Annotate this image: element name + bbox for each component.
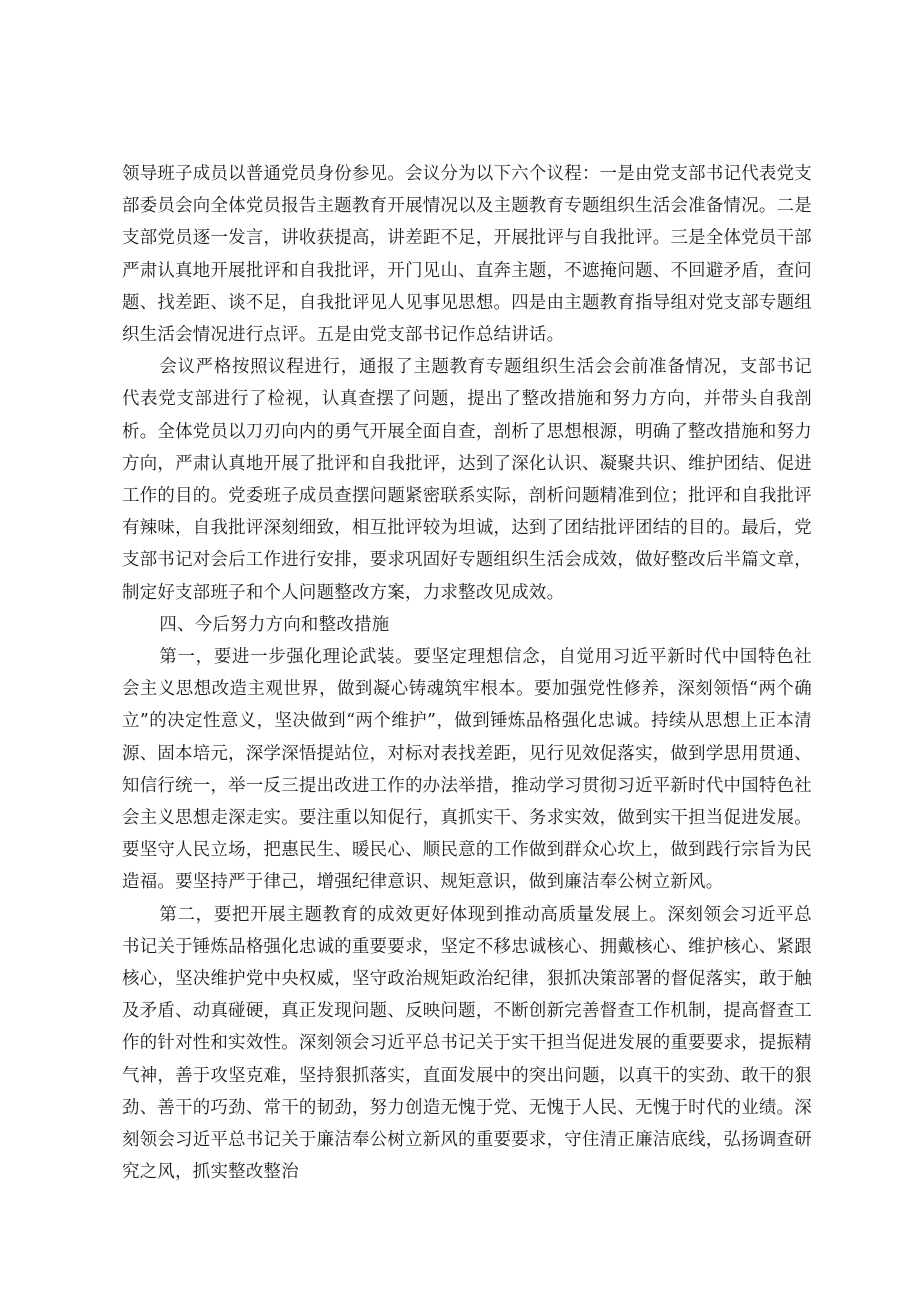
document-page — [122, 158, 812, 1189]
paragraph-meeting-agenda: 领导班子成员以普通党员身份参见。会议分为以下六个议程：一是由党支部书记代表党支部委员会向全体党员报告主题教育开展情况以及主题教育专题组织生活会准备情况。二是支部党员逐一发言，讲收获提高，讲差距不足，开展批评与自我批评。三是全体党员干部严肃认真地开展批评和自我批评，开门见山、直奔主题，不遮掩问题、不回避矛盾，查问题、找差距、谈不足，自我批评见人见事见思想。四是由主题教育指导组对党支部专题组织生活会情况进行点评。五是由党支部书记作总结讲话。 — [122, 164, 812, 346]
paragraph-measure-one: 第一，要进一步强化理论武装。要坚定理想信念，自觉用习近平新时代中国特色社会主义思想改造主观世界，做到凝心铸魂筑牢根本。要加强党性修养，深刻领悟“两个确立”的决定性意义，坚决做到“两个维护”，做到锤炼品格强化忠诚。持续从思想上正本清源、固本培元，深学深悟提站位，对标对表找差距，见行见效促落实，做到学思用贯通、知信行统一，举一反三提出改进工作的办法举措，推动学习贯彻习近平新时代中国特色社会主义思想走深走实。要注重以知促行，真抓实干、务求实效，做到实干担当促进发展。要坚守人民立场，把惠民生、暖民心、顺民意的工作做到群众心坎上，做到践行宗旨为民造福。要坚持严于律己，增强纪律意识、规矩意识，做到廉洁奉公树立新风。 — [122, 647, 812, 893]
section-heading: 四、今后努力方向和整改措施 — [159, 614, 390, 635]
paragraph-meeting-proceedings: 会议严格按照议程进行，通报了主题教育专题组织生活会会前准备情况，支部书记代表党支部进行了检视，认真查摆了问题，提出了整改措施和努力方向，并带头自我剖析。全体党员以刀刃向内的勇气开展全面自查，剖析了思想根源，明确了整改措施和努力方向，严肃认真地开展了批评和自我批评，达到了深化认识、凝聚共识、维护团结、促进工作的目的。党委班子成员查摆问题紧密联系实际，剖析问题精准到位；批评和自我批评有辣味，自我批评深刻细致，相互批评较为坦诚，达到了团结批评团结的目的。最后，党支部书记对会后工作进行安排，要求巩固好专题组织生活会成效，做好整改后半篇文章，制定好支部班子和个人问题整改方案，力求整改见成效。 — [122, 357, 812, 603]
paragraph-measure-two: 第二，要把开展主题教育的成效更好体现到推动高质量发展上。深刻领会习近平总书记关于锤炼品格强化忠诚的重要要求，坚定不移忠诚核心、拥戴核心、维护核心、紧跟核心，坚决维护党中央权威，坚守政治规矩政治纪律，狠抓决策部署的督促落实，敢于触及矛盾、动真碰硬，真正发现问题、反映问题，不断创新完善督查工作机制，提高督查工作的针对性和实效性。深刻领会习近平总书记关于实干担当促进发展的重要要求，提振精气神，善于攻坚克难，坚持狠抓落实，直面发展中的突出问题，以真干的实劲、敢干的狠劲、善干的巧劲、常干的韧劲，努力创造无愧于党、无愧于人民、无愧于时代的业绩。深刻领会习近平总书记关于廉洁奉公树立新风的重要要求，守住清正廉洁底线，弘扬调查研究之风，抓实整改整治 — [122, 904, 812, 1183]
